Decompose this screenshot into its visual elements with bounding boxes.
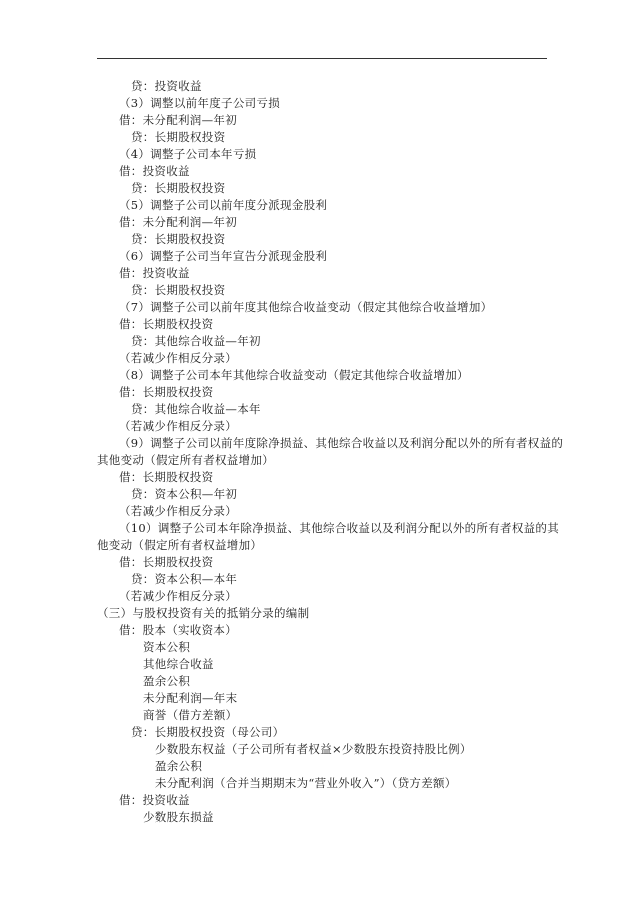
text-line: 贷：长期股权投资 [131,181,226,195]
text-line: （10）调整子公司本年除净损益、其他综合收益以及利润分配以外的所有者权益的其 [119,521,560,535]
text-line: 盈余公积 [155,759,203,773]
text-line: （若减少作相反分录） [119,419,237,433]
text-line: 借：投资收益 [119,164,190,178]
text-line: 贷：其他综合收益—本年 [131,402,261,416]
text-line: 未分配利润—年末 [143,691,238,705]
text-line: （3）调整以前年度子公司亏损 [119,96,281,110]
text-line: 贷：资本公积—年初 [131,487,238,501]
text-line: 盈余公积 [143,674,191,688]
text-line: 少数股东权益（子公司所有者权益×少数股东投资持股比例） [155,742,472,756]
text-line: 贷：长期股权投资（母公司） [131,725,285,739]
text-line: 借：长期股权投资 [119,317,214,331]
text-line: 贷：资本公积—本年 [131,572,238,586]
text-line: 资本公积 [143,640,191,654]
text-line: 贷：长期股权投资 [131,232,226,246]
text-line: （7）调整子公司以前年度其他综合收益变动（假定其他综合收益增加） [119,300,493,314]
text-line: 借：投资收益 [119,266,190,280]
text-line: 借：长期股权投资 [119,555,214,569]
text-line: 其他综合收益 [143,657,214,671]
text-line: 商誉（借方差额） [143,708,238,722]
text-line: 借：未分配利润—年初 [119,215,237,229]
header-rule [97,58,547,59]
text-line: （6）调整子公司当年宣告分派现金股利 [119,249,328,263]
text-line: （5）调整子公司以前年度分派现金股利 [119,198,328,212]
text-line: 借：长期股权投资 [119,470,214,484]
text-line: （4）调整子公司本年亏损 [119,147,257,161]
text-line: 借：投资收益 [119,793,190,807]
text-line: 贷：长期股权投资 [131,130,226,144]
text-line: 未分配利润（合并当期期末为“营业外收入”）（贷方差额） [155,776,457,790]
text-line: 其他变动（假定所有者权益增加） [97,453,274,467]
section-heading: （三）与股权投资有关的抵销分录的编制 [97,606,310,620]
text-line: （9）调整子公司以前年度除净损益、其他综合收益以及利润分配以外的所有者权益的 [119,436,564,450]
text-line: 贷：长期股权投资 [131,283,226,297]
text-line: （8）调整子公司本年其他综合收益变动（假定其他综合收益增加） [119,368,469,382]
text-line: 借：股本（实收资本） [119,623,237,637]
text-line: 贷：其他综合收益—年初 [131,334,261,348]
text-line: 贷：投资收益 [131,79,202,93]
text-line: 他变动（假定所有者权益增加） [97,538,263,552]
text-line: 借：未分配利润—年初 [119,113,237,127]
text-line: （若减少作相反分录） [119,351,237,365]
text-line: 少数股东损益 [143,810,214,824]
text-line: （若减少作相反分录） [119,504,237,518]
text-line: （若减少作相反分录） [119,589,237,603]
text-line: 借：长期股权投资 [119,385,214,399]
